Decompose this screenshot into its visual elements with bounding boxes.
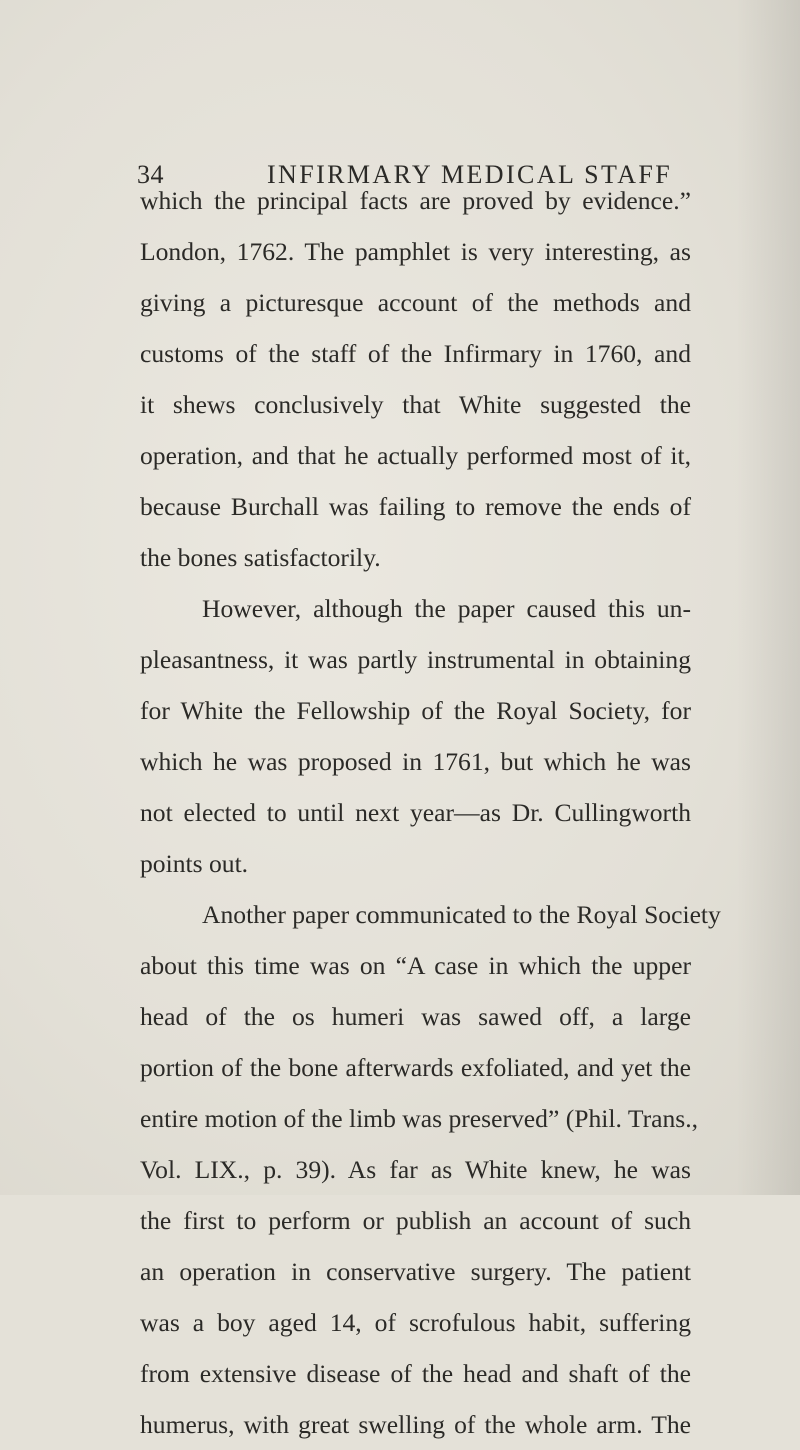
paragraph-start-line: However, although the paper caused this un- [202,594,691,623]
text-line: head of the os humeri was sawed off, a large [140,1002,691,1031]
text-line: it shews conclusively that White suggested the [140,390,691,419]
text-line: points out. [140,849,249,878]
text-line: was a boy aged 14, of scrofulous habit, suffering [140,1308,691,1337]
body-text [140,175,721,1450]
text-line: humerus, with great swelling of the whole arm. The [140,1410,691,1439]
text-line: which the principal facts are proved by evidence.” [140,186,691,215]
paragraph-start-line: Another paper communicated to the Royal Society [202,900,721,929]
text-line: entire motion of the limb was preserved” (Phil. Trans., [140,1104,699,1133]
text-line: operation, and that he actually performed most of it, [140,441,691,470]
text-line: not elected to until next year—as Dr. Cullingworth [140,798,691,827]
text-line: which he was proposed in 1761, but which he was [140,747,691,776]
text-line: customs of the staff of the Infirmary in 1760, and [140,339,691,368]
text-line: giving a picturesque account of the methods and [140,288,691,317]
text-line: about this time was on “A case in which the upper [140,951,691,980]
text-line: Vol. LIX., p. 39). As far as White knew, he was [140,1155,691,1184]
running-head: INFIRMARY MEDICAL STAFF [267,160,673,189]
text-line: an operation in conservative surgery. The patient [140,1257,691,1286]
text-line: London, 1762. The pamphlet is very interesting, as [140,237,691,266]
text-line: pleasantness, it was partly instrumental in obtaining [140,645,691,674]
text-line: for White the Fellowship of the Royal Society, for [140,696,691,725]
text-line: the first to perform or publish an account of such [140,1206,691,1235]
text-line: the bones satisfactorily. [140,543,381,572]
text-line: portion of the bone afterwards exfoliated, and yet the [140,1053,691,1082]
page-number: 34 [137,160,164,189]
text-line: because Burchall was failing to remove the ends of [140,492,691,521]
text-line: from extensive disease of the head and shaft of the [140,1359,691,1388]
